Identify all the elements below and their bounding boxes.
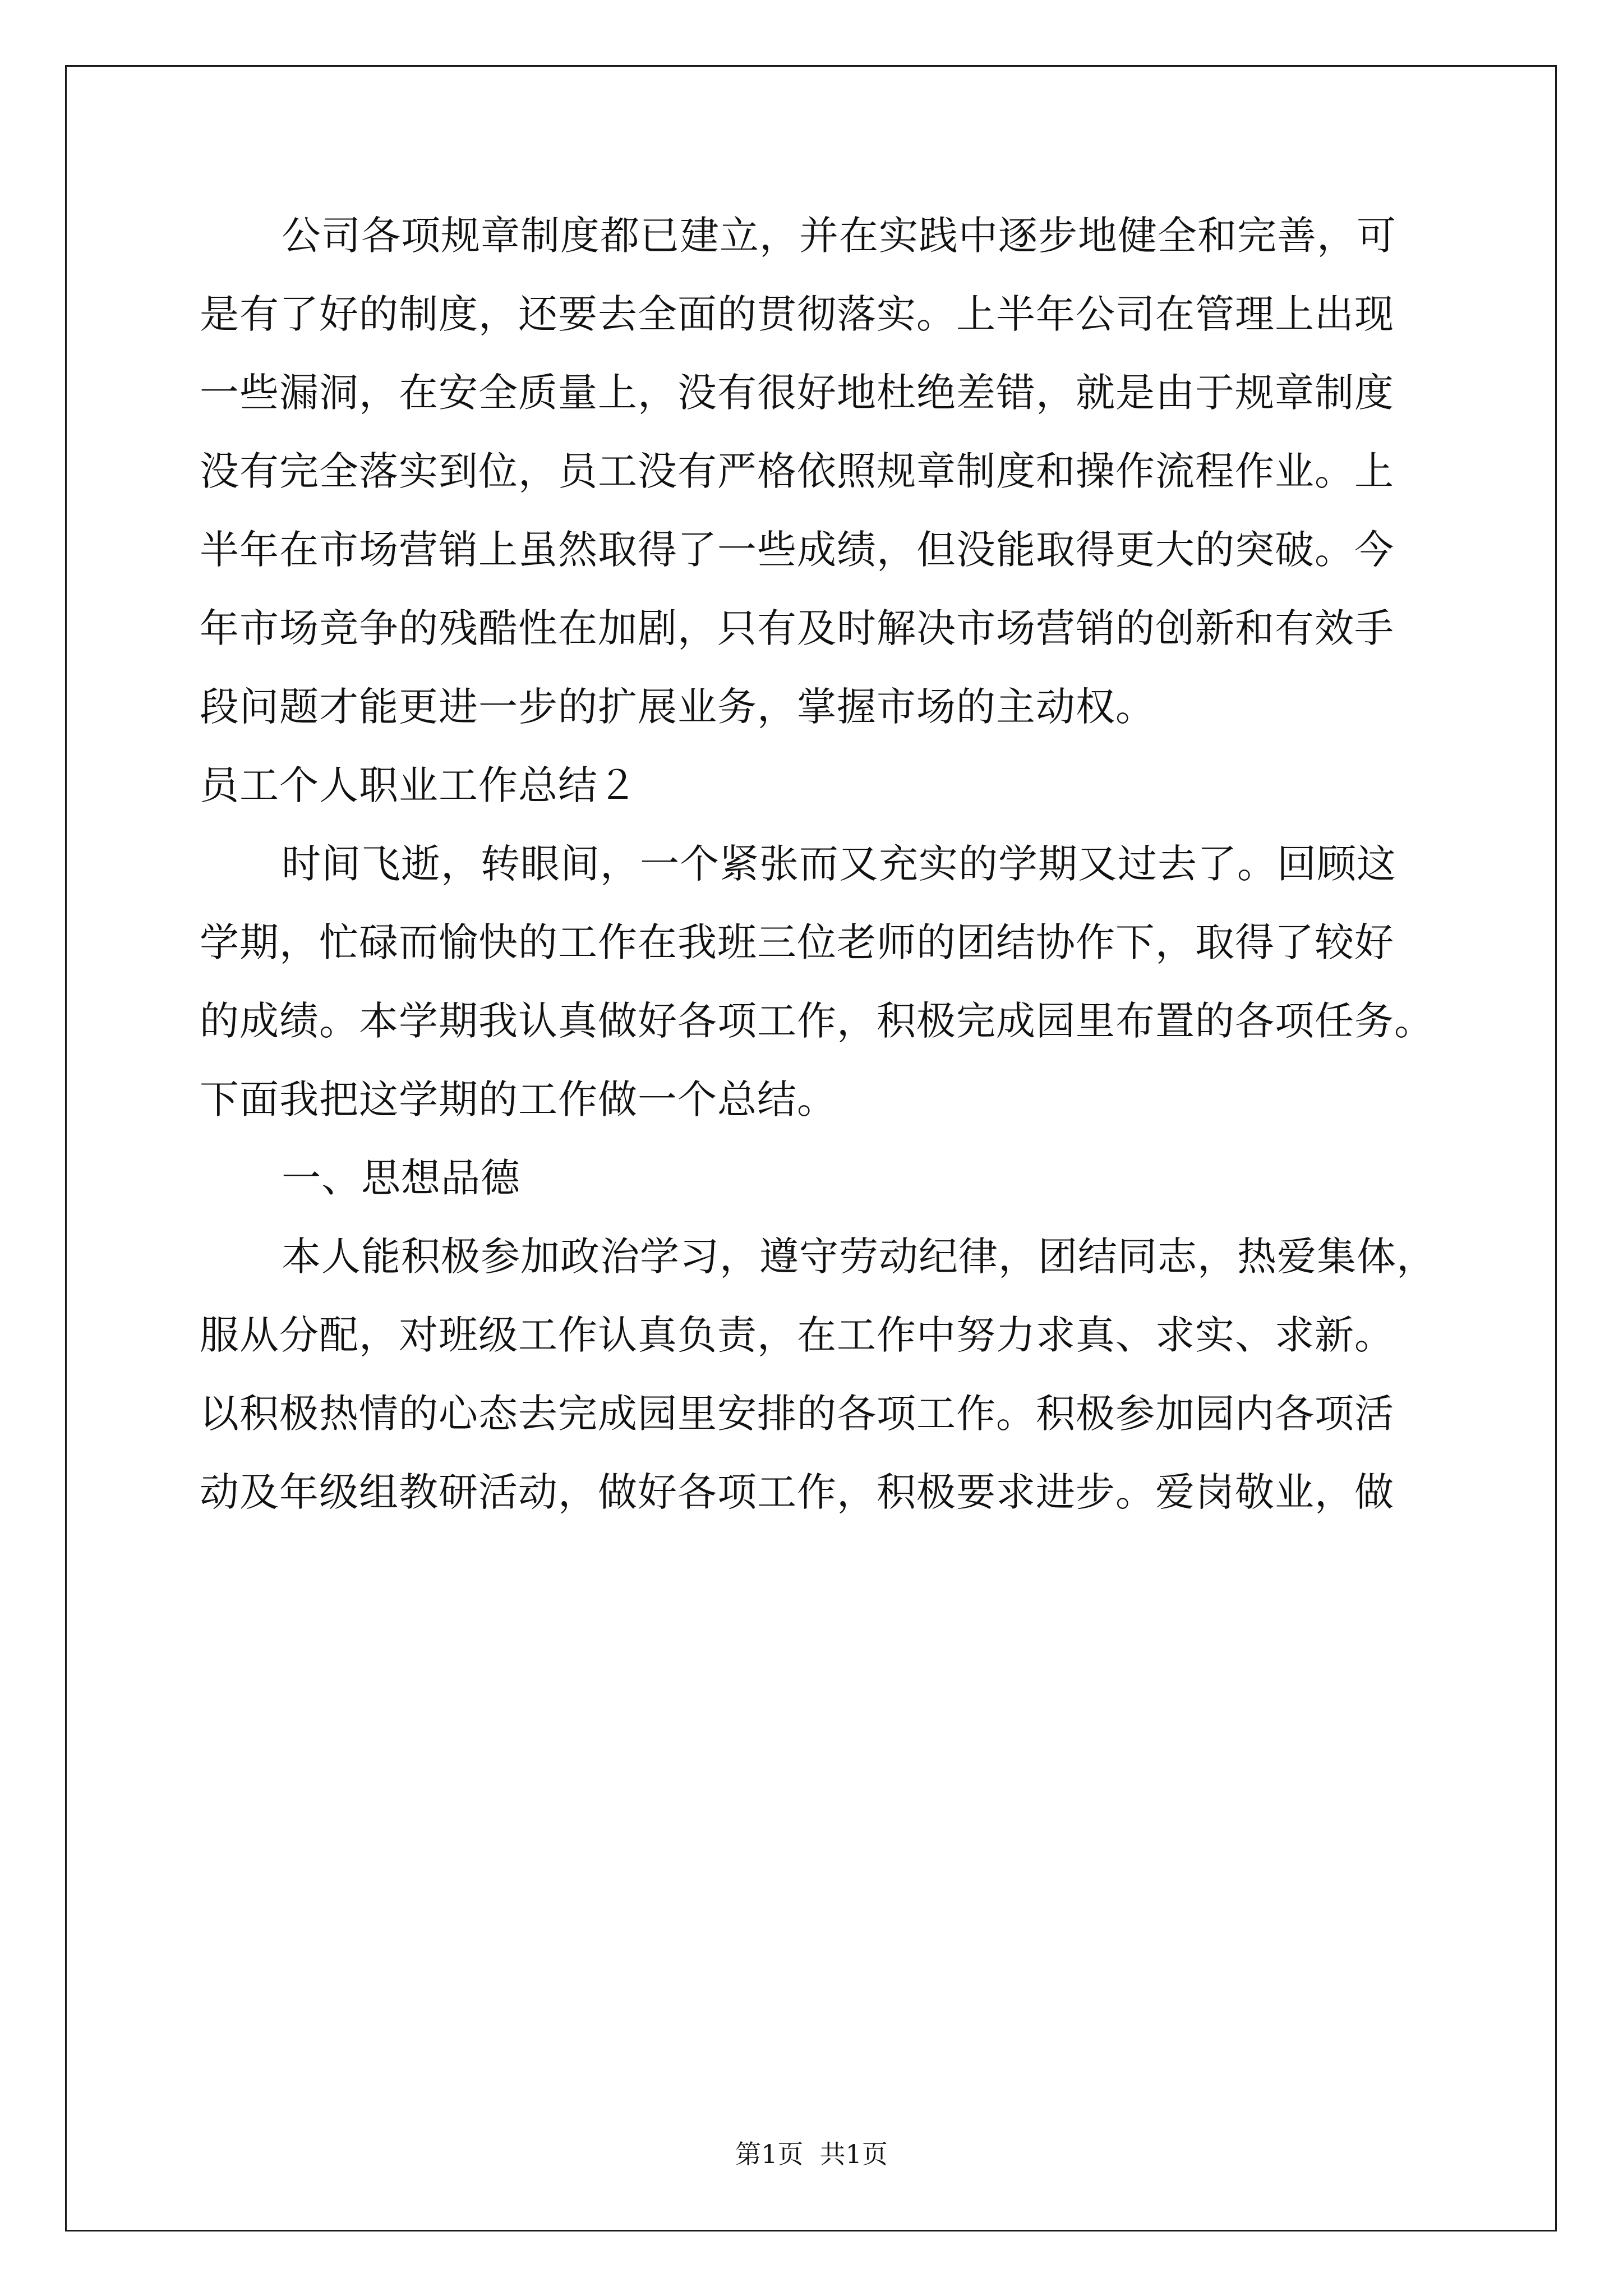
page-footer: 第1页 共1页 <box>735 2139 888 2169</box>
paragraph-line: 的成绩。本学期我认真做好各项工作，积极完成园里布置的各项任务。 <box>200 998 1434 1044</box>
subsection-heading: 一、思想品德 <box>282 1155 520 1201</box>
paragraph-line: 时间飞逝，转眼间，一个紧张而又充实的学期又过去了。回顾这 <box>282 841 1396 887</box>
paragraph-line: 公司各项规章制度都已建立，并在实践中逐步地健全和完善，可 <box>282 213 1396 259</box>
paragraph-line: 以积极热情的心态去完成园里安排的各项工作。积极参加园内各项活 <box>200 1391 1394 1437</box>
paragraph-line: 段问题才能更进一步的扩展业务，掌握市场的主动权。 <box>200 684 1155 730</box>
paragraph-line: 服从分配，对班级工作认真负责，在工作中努力求真、求实、求新。 <box>200 1312 1394 1358</box>
section-heading: 员工个人职业工作总结２ <box>200 762 638 808</box>
paragraph-line: 一些漏洞，在安全质量上，没有很好地杜绝差错，就是由于规章制度 <box>200 370 1394 416</box>
paragraph-line: 没有完全落实到位，员工没有严格依照规章制度和操作流程作业。上 <box>200 448 1394 494</box>
paragraph-line: 学期，忙碌而愉快的工作在我班三位老师的团结协作下，取得了较好 <box>200 919 1394 965</box>
paragraph-line: 半年在市场营销上虽然取得了一些成绩，但没能取得更大的突破。今 <box>200 527 1394 573</box>
paragraph-line: 本人能积极参加政治学习，遵守劳动纪律，团结同志，热爱集体， <box>282 1234 1436 1280</box>
paragraph-line: 下面我把这学期的工作做一个总结。 <box>200 1076 837 1122</box>
paragraph-line: 是有了好的制度，还要去全面的贯彻落实。上半年公司在管理上出现 <box>200 291 1394 337</box>
paragraph-line: 年市场竞争的残酷性在加剧，只有及时解决市场营销的创新和有效手 <box>200 605 1394 651</box>
paragraph-line: 动及年级组教研活动，做好各项工作，积极要求进步。爱岗敬业，做 <box>200 1469 1394 1515</box>
